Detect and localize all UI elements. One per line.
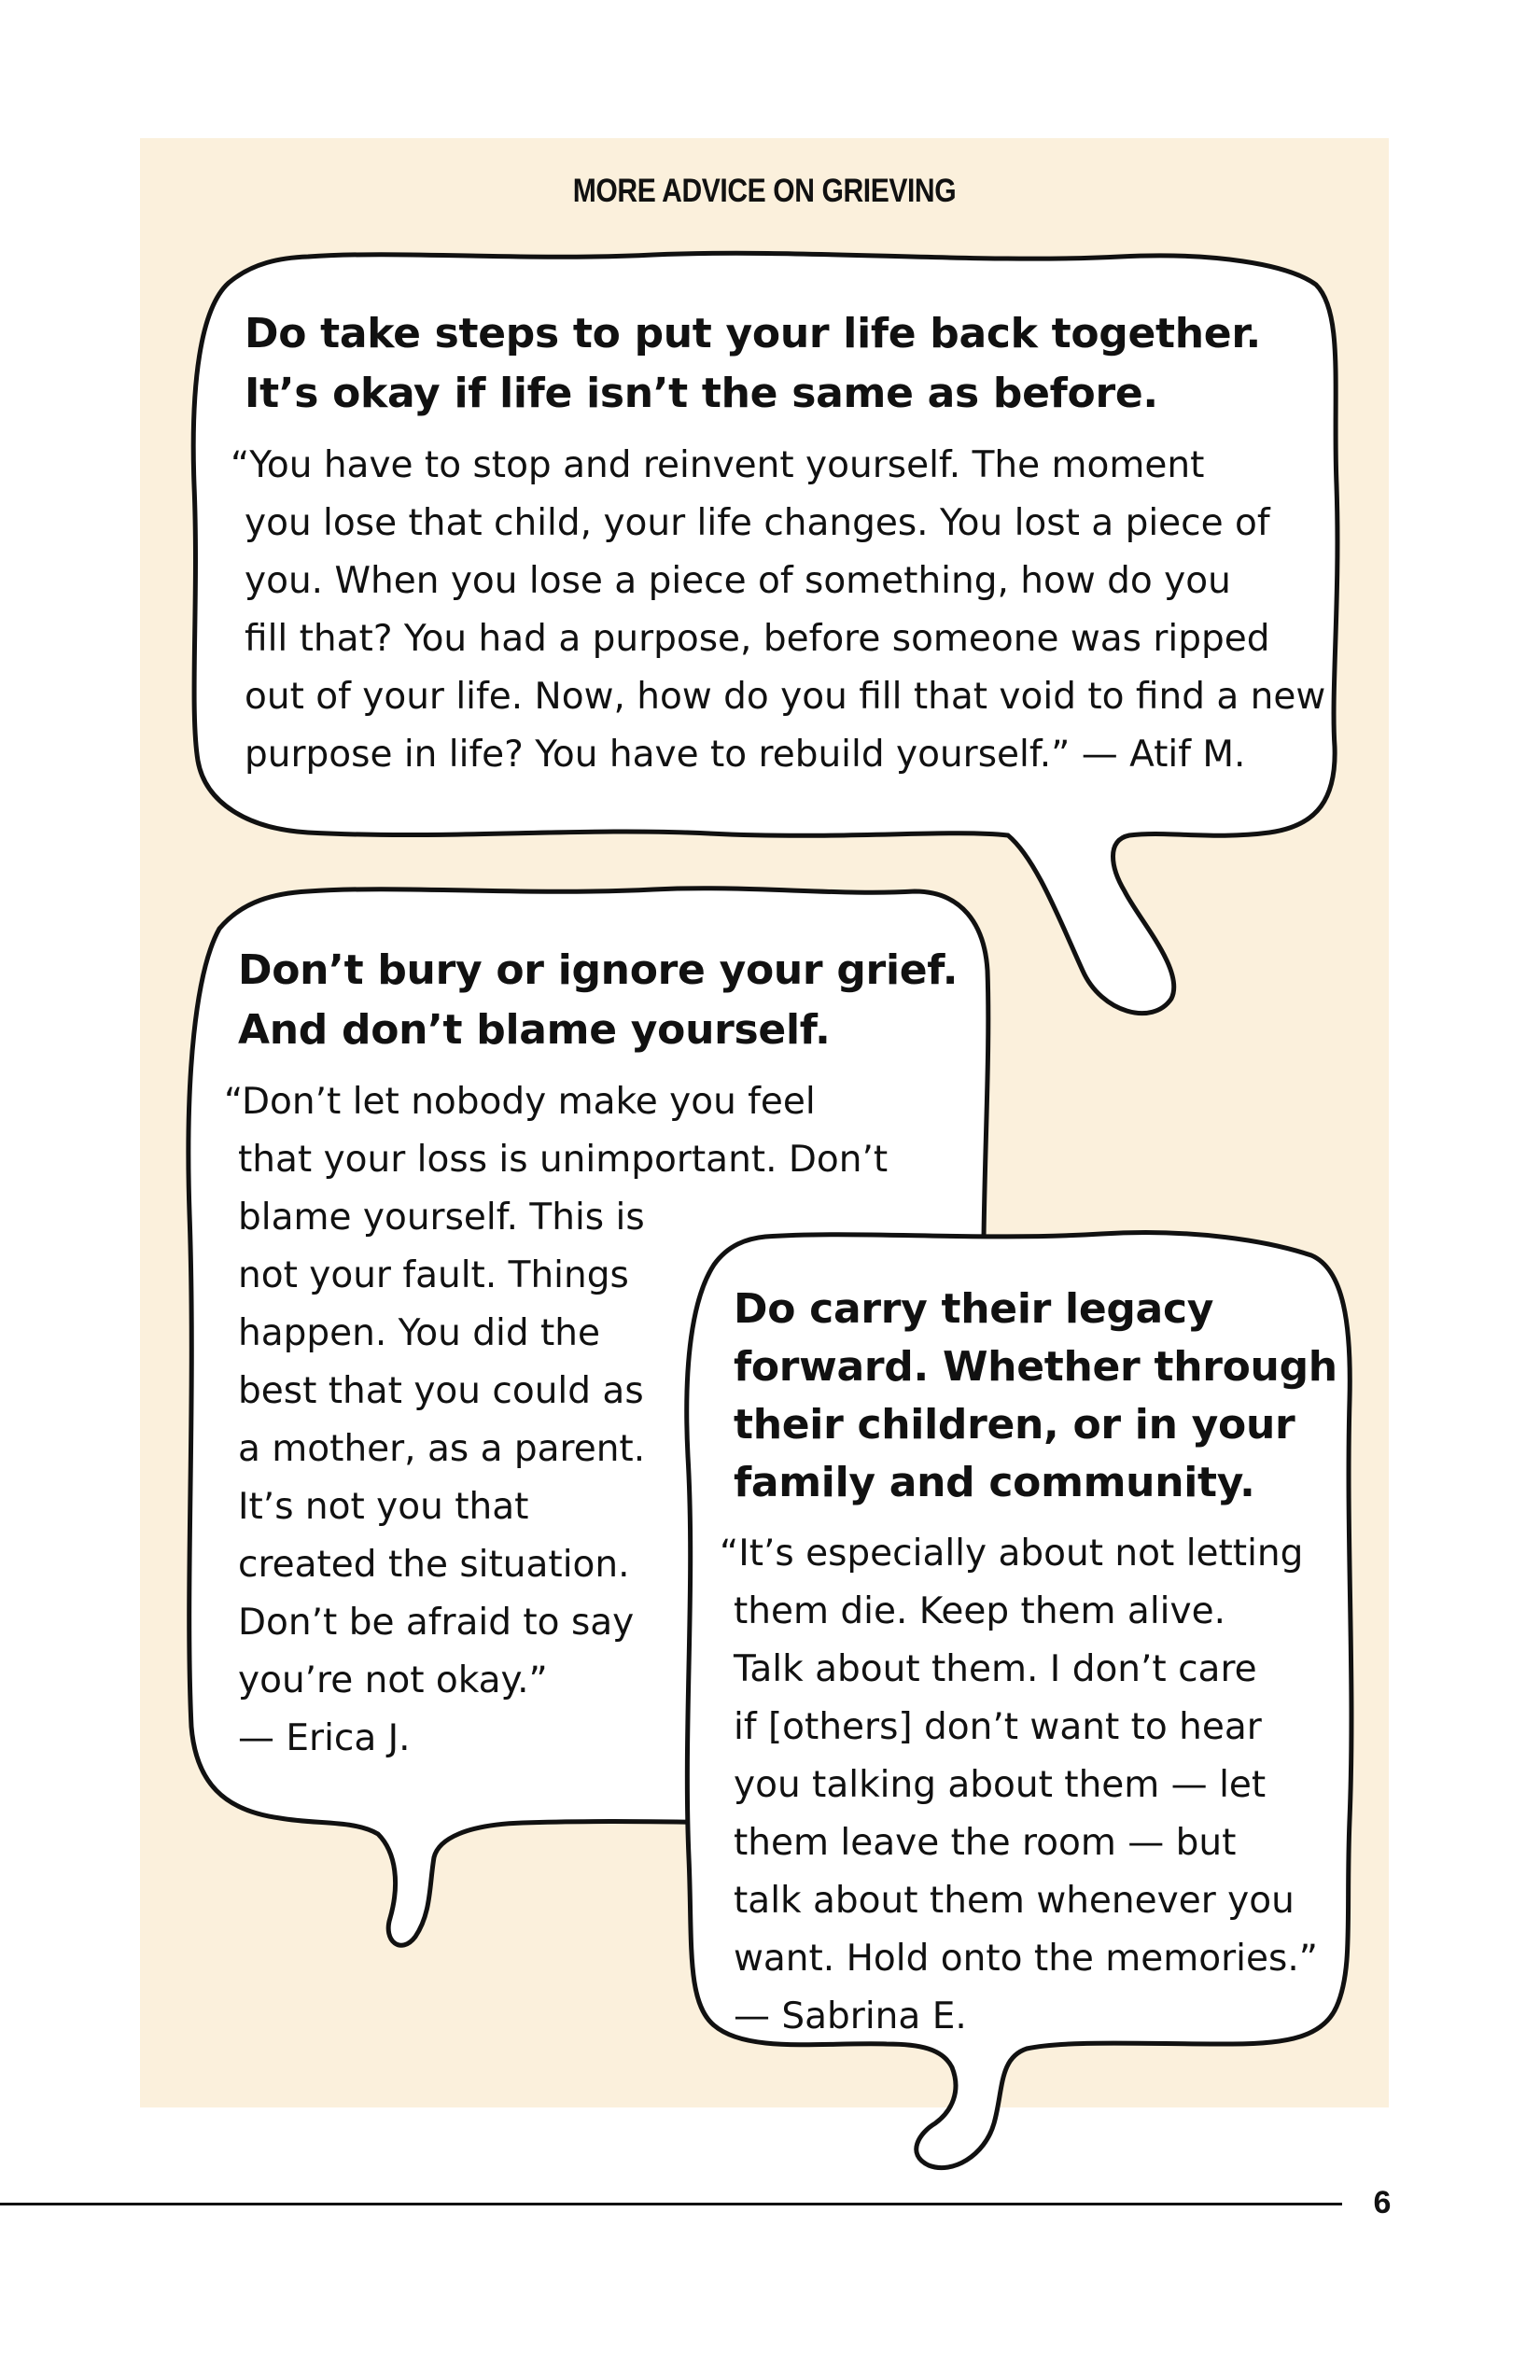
bubble-3-quote-text: “It’s especially about not letting them die. Keep them alive. Talk about them. I don’t care if [others] don’t want to hear you talking about them — let them leave the room — but talk about them whenever you want. Hold onto the memories.” bbox=[720, 1533, 1318, 1980]
bubble-2-heading: Don’t bury or ignore your grief. And don’t blame yourself. bbox=[238, 946, 959, 1054]
footer-rule bbox=[0, 2203, 1342, 2205]
bubble-1-heading: Do take steps to put your life back together. It’s okay if life isn’t the same as before. bbox=[245, 310, 1261, 417]
bubble-3-heading: Do carry their legacy forward. Whether through their children, or in your family and community. bbox=[734, 1285, 1337, 1506]
bubble-2-attribution: — Erica J. bbox=[238, 1717, 411, 1759]
bubble-3-quote bbox=[720, 1525, 1350, 2046]
bubble-3-content bbox=[720, 1281, 1350, 2046]
bubble-1-content bbox=[231, 304, 1346, 784]
bubble-1-quote: “You have to stop and reinvent yourself. The moment you lose that child, your life changes. You lost a piece of you. When you lose a piece of something, how do you fill that? You had a purpose, before someone was ripped out of your life. Now, how do you fill that void to find a new purpose in life? You have to rebuild yourself.” — Atif M. bbox=[231, 444, 1326, 776]
page-number: 6 bbox=[1373, 2185, 1392, 2220]
section-title: MORE ADVICE ON GRIEVING bbox=[572, 173, 957, 209]
bubble-3-attribution: — Sabrina E. bbox=[734, 1995, 967, 2037]
bubble-2-quote-text: “Don’t let nobody make you feel that your loss is unimportant. Don’t blame yourself. This is not your fault. Things happen. You did the best that you could as a mother, as a parent. It’s not you that created the situation. Don’t be afraid to say you’re not okay.” bbox=[224, 1081, 889, 1701]
